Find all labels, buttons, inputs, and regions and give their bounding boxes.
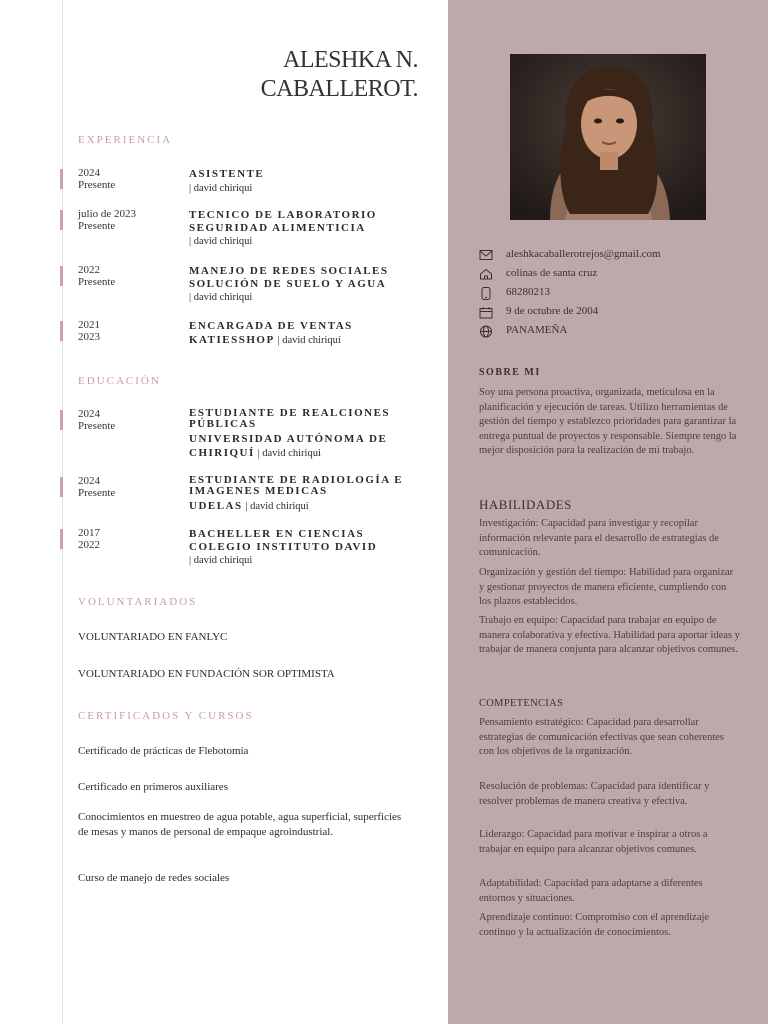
name-line-2: CABALLEROT. xyxy=(260,76,418,102)
entry-accent-bar xyxy=(60,210,63,230)
entry-dates xyxy=(78,475,178,499)
name-line-1: ALESHKA N. xyxy=(282,47,418,73)
entry-organization: COLEGIO INSTITUTO DAVID xyxy=(189,541,378,553)
entry-info xyxy=(189,264,421,305)
competency-item: Pensamiento estratégico: Capacidad para desarrollar estrategias de comunicación efectivas que sean coherentes con los objetivos de la organización. xyxy=(479,717,724,757)
phone-icon xyxy=(479,287,493,300)
entry-info xyxy=(189,475,421,514)
entry-date-start: julio de 2023 xyxy=(78,208,137,220)
experience-section-title: EXPERIENCIA xyxy=(78,134,173,146)
certificate-item: Curso de manejo de redes sociales xyxy=(78,872,230,884)
entry-date-end: 2023 xyxy=(78,331,100,343)
entry-location: | david chiriquí xyxy=(277,335,341,346)
entry-date-start: 2017 xyxy=(78,527,100,539)
entry-dates xyxy=(78,527,178,551)
entry-location: | david chiriqui xyxy=(245,501,309,512)
entry-organization: SEGURIDAD ALIMENTICIA xyxy=(189,222,366,234)
entry-date-end: Presente xyxy=(78,420,116,432)
contact-phone xyxy=(479,286,739,302)
entry-date-start: 2024 xyxy=(78,408,100,420)
entry-date-start: 2021 xyxy=(78,319,100,331)
competency-item: Aprendizaje continuo: Compromiso con el aprendizaje continuo y la actualización de conocimientos. xyxy=(479,912,710,938)
entry-accent-bar xyxy=(60,477,63,497)
skill-item: Trabajo en equipo: Capacidad para trabajar en equipo de manera colaborativa y efectiva. Habilidad para aportar ideas y trabajar de manera conjunta para alcanzar objetivos comunes. xyxy=(479,615,740,655)
entry-location: | david chiriqui xyxy=(189,292,253,303)
entry-accent-bar xyxy=(60,169,63,189)
skill-item: Organización y gestión del tiempo: Habilidad para organizar y gestionar proyectos de manera eficiente, cumpliendo con los plazos establecidos. xyxy=(479,567,734,607)
entry-date-end: Presente xyxy=(78,276,116,288)
volunteering-section-title: VOLUNTARIADOS xyxy=(78,596,198,608)
contact-nationality xyxy=(479,324,739,340)
about-section-title: SOBRE MI xyxy=(479,367,541,378)
globe-icon xyxy=(479,325,493,338)
entry-accent-bar xyxy=(60,266,63,286)
entry-location: | david chiriqui xyxy=(189,183,253,194)
certificates-section-title: CERTIFICADOS Y CURSOS xyxy=(78,710,254,722)
mail-icon xyxy=(479,249,493,261)
contact-nationality-text: PANAMEÑA xyxy=(506,324,568,336)
contact-address xyxy=(479,267,739,283)
about-text: Soy una persona proactiva, organizada, meticulosa en la planificación y ejecución de tareas. Utilizo herramientas de gestión del tiempo y establezco prioridades para garantizar la entrega puntual de proyectos y responsable. Siempre tengo la mejor disposición para la realización de mi trabajo. xyxy=(479,387,737,456)
entry-date-end: Presente xyxy=(78,179,116,191)
competency-item: Liderazgo: Capacidad para motivar e inspirar a otros a trabajar en equipo para alcanzar objetivos comunes. xyxy=(479,829,708,855)
skills-section-title: HABILIDADES xyxy=(479,497,572,512)
education-section-title: EDUCACIÓN xyxy=(78,375,161,387)
entry-date-end: 2022 xyxy=(78,539,100,551)
home-icon xyxy=(479,268,493,280)
volunteering-item: VOLUNTARIADO EN FUNDACIÓN SOR OPTIMISTA xyxy=(78,668,335,680)
entry-dates xyxy=(78,408,178,432)
entry-location: | david chiriqui xyxy=(189,555,253,566)
competency-item: Adaptabilidad: Capacidad para adaptarse a diferentes entornos y situaciones. xyxy=(479,878,703,904)
entry-accent-bar xyxy=(60,410,63,430)
entry-date-start: 2024 xyxy=(78,475,100,487)
entry-organization: KATIESSHOP xyxy=(189,334,275,346)
page-divider-line xyxy=(62,0,63,1024)
certificate-item: Certificado de prácticas de Flebotomía xyxy=(78,745,249,757)
entry-location: | david chiriqui xyxy=(189,236,253,247)
competency-item: Resolución de problemas: Capacidad para identificar y resolver problemas de manera creativa y efectiva. xyxy=(479,781,710,807)
entry-info xyxy=(189,167,421,196)
volunteering-item: VOLUNTARIADO EN FANLYC xyxy=(78,631,228,643)
entry-accent-bar xyxy=(60,529,63,549)
entry-date-end: Presente xyxy=(78,220,116,232)
contact-phone-text: 68280213 xyxy=(506,286,550,298)
entry-role: MANEJO DE REDES SOCIALES xyxy=(189,265,389,277)
entry-dates xyxy=(78,167,178,191)
entry-accent-bar xyxy=(60,321,63,341)
contact-birthdate-text: 9 de octubre de 2004 xyxy=(506,305,599,317)
entry-info xyxy=(189,319,421,348)
competencies-section-title: COMPETENCIAS xyxy=(479,698,564,709)
profile-photo xyxy=(510,54,706,220)
contact-email xyxy=(479,248,739,264)
contact-birthdate xyxy=(479,305,739,321)
entry-info xyxy=(189,527,421,568)
entry-role: ENCARGADA DE VENTAS xyxy=(189,320,353,332)
entry-info xyxy=(189,408,421,461)
entry-date-end: Presente xyxy=(78,487,116,499)
certificate-item: Certificado en primeros auxiliares xyxy=(78,781,228,793)
contact-address-text: colinas de santa cruz xyxy=(506,267,598,279)
entry-role: TECNICO DE LABORATORIO xyxy=(189,209,377,221)
entry-dates xyxy=(78,208,178,232)
skill-item: Investigación: Capacidad para investigar y recopilar información relevante para el desarrollo de estrategias de comunicación. xyxy=(479,518,719,558)
entry-organization: SOLUCIÓN DE SUELO Y AGUA xyxy=(189,278,387,290)
entry-role: ASISTENTE xyxy=(189,168,265,180)
entry-location: | david chiriqui xyxy=(257,448,321,459)
entry-organization: UDELAS xyxy=(189,500,243,512)
entry-role: ESTUDIANTE DE REALCIONES PÚBLICAS xyxy=(189,407,391,430)
candidate-name xyxy=(200,46,418,104)
entry-role: ESTUDIANTE DE RADIOLOGÍA E IMAGENES MEDICAS xyxy=(189,474,404,497)
entry-date-start: 2024 xyxy=(78,167,100,179)
calendar-icon xyxy=(479,306,493,319)
entry-date-start: 2022 xyxy=(78,264,100,276)
entry-info xyxy=(189,208,421,249)
contact-email-text: aleshkacaballerotrejos@gmail.com xyxy=(506,248,661,260)
entry-organization: UNIVERSIDAD AUTÓNOMA DE CHIRIQUÍ xyxy=(189,433,388,459)
certificate-item: Conocimientos en muestreo de agua potable, agua superficial, superficies de mesas y manos de personal de empaque agroindustrial. xyxy=(78,811,402,838)
entry-dates xyxy=(78,264,178,288)
entry-role: BACHELLER EN CIENCIAS xyxy=(189,528,365,540)
entry-dates xyxy=(78,319,178,343)
